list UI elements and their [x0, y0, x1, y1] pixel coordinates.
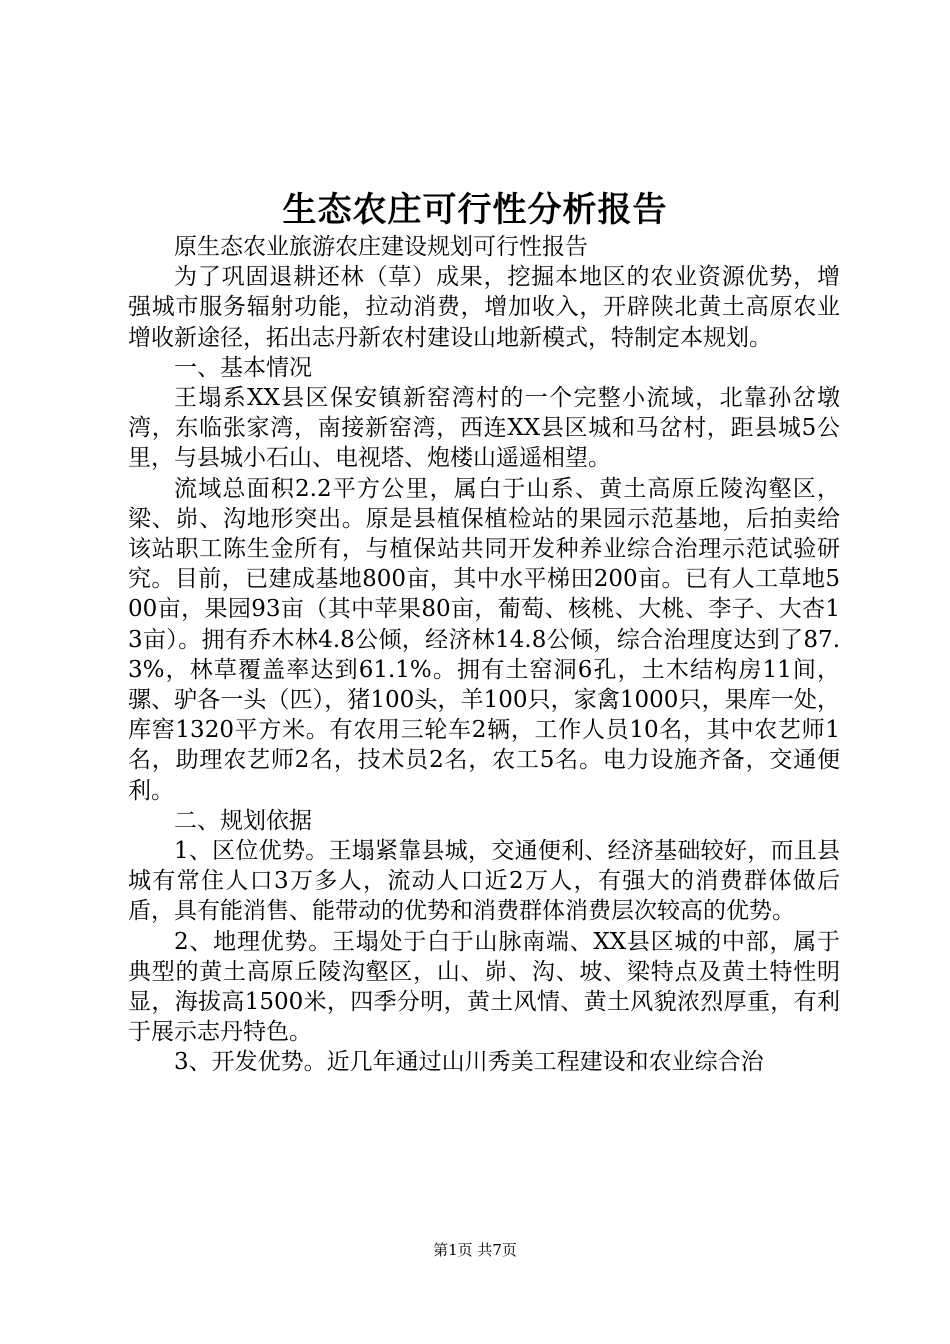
paragraph-intro: 为了巩固退耕还林（草）成果，挖掘本地区的农业资源优势，增强城市服务辐射功能，拉动消费，增加收入，开辟陕北黄土高原农业增收新途径，拓出志丹新农村建设山地新模式，特制定本规划。 [128, 264, 840, 351]
section-heading-planning-basis: 二、规划依据 [174, 807, 312, 834]
document-title: 生态农庄可行性分析报告 [282, 190, 668, 230]
paragraph-location: 王塌系XX县区保安镇新窑湾村的一个完整小流域，北靠孙岔墩湾，东临张家湾，南接新窑湾，西连XX县区城和马岔村，距县城5公里，与县城小石山、电视塔、炮楼山遥遥相望。 [128, 385, 840, 472]
section-heading-basic-situation: 一、基本情况 [174, 354, 312, 381]
paragraph-development-advantage: 3、开发优势。近几年通过山川秀美工程建设和农业综合治 [174, 1049, 764, 1076]
document-body [128, 232, 840, 1078]
paragraph-geographic-advantage: 2、地理优势。王塌处于白于山脉南端、XX县区城的中部，属于典型的黄土高原丘陵沟壑区，山、峁、沟、坡、梁特点及黄土特性明显，海拔高1500米，四季分明，黄土风情、黄土风貌浓烈厚重，有利于展示志丹特色。 [128, 928, 840, 1046]
page-number-footer: 第1页 共7页 [433, 1241, 517, 1259]
paragraph-area-details: 流域总面积2.2平方公里，属白于山系、黄土高原丘陵沟壑区，梁、峁、沟地形突出。原是县植保植检站的果园示范基地，后拍卖给该站职工陈生金所有，与植保站共同开发种养业综合治理示范试验研究。目前，已建成基地800亩，其中水平梯田200亩。已有人工草地500亩，果园93亩（其中苹果80亩，葡萄、核桃、大桃、李子、大杏13亩）。拥有乔木林4.8公倾，经济林14.8公倾，综合治理度达到了87.3%，林草覆盖率达到61.1%。拥有土窑洞6孔，土木结构房11间，骡、驴各一头（匹），猪100头，羊100只，家禽1000只，果库一处，库窖1320平方米。有农用三轮车2辆，工作人员10名，其中农艺师1名，助理农艺师2名，技术员2名，农工5名。电力设施齐备，交通便利。 [128, 475, 840, 804]
paragraph-subtitle: 原生态农业旅游农庄建设规划可行性报告 [174, 234, 588, 260]
paragraph-location-advantage: 1、区位优势。王塌紧靠县城，交通便利、经济基础较好，而且县城有常住人口3万多人，流动人口近2万人，有强大的消费群体做后盾，具有能消售、能带动的优势和消费群体消费层次较高的优势。 [128, 838, 840, 925]
